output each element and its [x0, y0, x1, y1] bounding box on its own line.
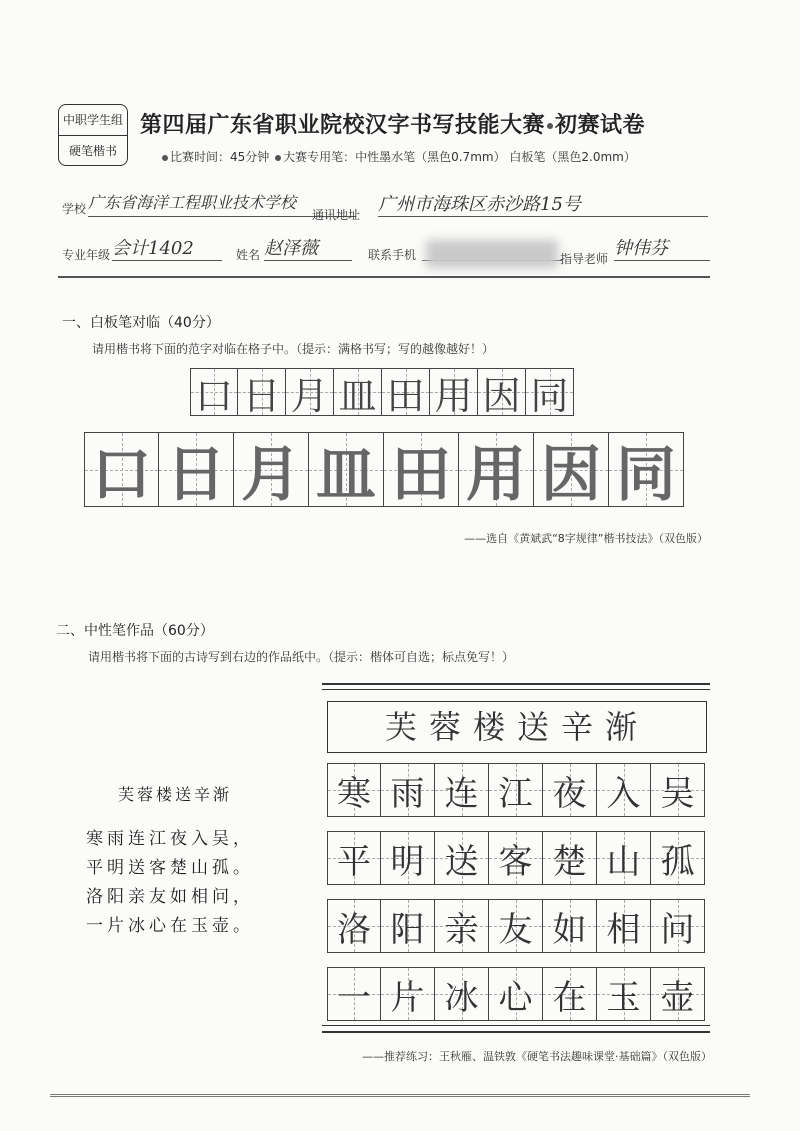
page-subtitle — [160, 148, 636, 165]
paper-cell[interactable]: 江 — [489, 763, 543, 817]
teacher-value: 钟伟芬 — [614, 238, 668, 259]
section2-heading: 二、中性笔作品（60分） — [56, 623, 214, 639]
paper-top-border-inner — [322, 689, 710, 690]
major-label: 专业年级 — [62, 248, 111, 262]
paper-cell[interactable]: 送 — [435, 831, 489, 885]
poem-line: 寒雨连江夜入吴， — [86, 829, 254, 849]
model-cell: 口 — [190, 368, 238, 416]
page-title — [140, 108, 645, 139]
paper-cell[interactable]: 洛 — [327, 899, 381, 953]
section1-heading: 一、白板笔对临（40分） — [62, 315, 220, 331]
paper-cell[interactable]: 寒 — [327, 763, 381, 817]
school-value: 广东省海洋工程职业技术学校 — [88, 193, 297, 212]
paper-cell[interactable]: 平 — [327, 831, 381, 885]
paper-title-box[interactable]: 芙蓉楼送辛渐 — [327, 701, 707, 753]
badge-style: 硬笔楷书 — [68, 144, 117, 158]
practice-cell[interactable]: 用 — [459, 432, 534, 507]
work-paper[interactable] — [322, 683, 710, 1033]
teacher-label: 指导老师 — [560, 252, 609, 266]
paper-cell[interactable]: 在 — [543, 967, 597, 1021]
paper-cell[interactable]: 雨 — [381, 763, 435, 817]
phone-label: 联系手机 — [368, 248, 417, 262]
model-cell: 用 — [430, 368, 478, 416]
poem-line: 平明送客楚山孤。 — [86, 858, 254, 878]
poem-line: 一片冰心在玉壶。 — [86, 916, 254, 936]
paper-row[interactable] — [327, 763, 705, 817]
phone-redaction — [426, 240, 558, 268]
paper-cell[interactable]: 孤 — [651, 831, 705, 885]
school-label: 学校 — [62, 202, 87, 216]
paper-cell[interactable]: 亲 — [435, 899, 489, 953]
practice-cell[interactable]: 月 — [234, 432, 309, 507]
dot-icon — [547, 123, 553, 129]
paper-cell[interactable]: 客 — [489, 831, 543, 885]
group-badge — [58, 104, 128, 166]
title-suffix: 初赛试卷 — [555, 113, 646, 138]
paper-cell[interactable]: 一 — [327, 967, 381, 1021]
paper-bottom-border-inner — [322, 1025, 710, 1026]
paper-cell[interactable]: 心 — [489, 967, 543, 1021]
paper-cell[interactable]: 阳 — [381, 899, 435, 953]
major-value: 会计1402 — [112, 238, 194, 259]
paper-cell[interactable]: 冰 — [435, 967, 489, 1021]
practice-cell[interactable]: 日 — [159, 432, 234, 507]
header-divider — [58, 276, 710, 278]
practice-cell[interactable]: 因 — [534, 432, 609, 507]
paper-cell[interactable]: 夜 — [543, 763, 597, 817]
model-char-grid — [190, 368, 574, 416]
name-field[interactable] — [264, 234, 352, 261]
section2-instruction: 请用楷书将下面的古诗写到右边的作品纸中。（提示：楷体可自选；标点免写！） — [88, 650, 515, 664]
paper-row[interactable] — [327, 967, 705, 1021]
paper-cell[interactable]: 壶 — [651, 967, 705, 1021]
practice-char-grid[interactable] — [84, 432, 684, 510]
paper-top-border — [322, 683, 710, 685]
model-cell: 同 — [526, 368, 574, 416]
address-value: 广州市海珠区赤沙路15号 — [378, 194, 581, 215]
practice-cell[interactable]: 皿 — [309, 432, 384, 507]
paper-cell[interactable]: 友 — [489, 899, 543, 953]
paper-cell[interactable]: 玉 — [597, 967, 651, 1021]
paper-bottom-border — [322, 1031, 710, 1033]
poem-line: 洛阳亲友如相问， — [86, 887, 254, 907]
paper-cell[interactable]: 如 — [543, 899, 597, 953]
major-field[interactable] — [112, 234, 222, 261]
dot-icon — [275, 155, 281, 161]
address-field[interactable] — [378, 190, 708, 217]
model-cell: 月 — [286, 368, 334, 416]
paper-cell[interactable]: 吴 — [651, 763, 705, 817]
practice-cell[interactable]: 口 — [84, 432, 159, 507]
model-cell: 田 — [382, 368, 430, 416]
model-cell: 皿 — [334, 368, 382, 416]
practice-cell[interactable]: 田 — [384, 432, 459, 507]
poem-title: 芙蓉楼送辛渐 — [118, 785, 233, 804]
model-cell: 因 — [478, 368, 526, 416]
paper-cell[interactable]: 明 — [381, 831, 435, 885]
model-cell: 日 — [238, 368, 286, 416]
subtitle-pens: 大赛专用笔：中性墨水笔（黑色0.7mm） 白板笔（黑色2.0mm） — [283, 150, 636, 164]
address-label: 通讯地址 — [312, 208, 361, 222]
paper-cell[interactable]: 问 — [651, 899, 705, 953]
teacher-field[interactable] — [614, 234, 710, 261]
paper-cell[interactable]: 连 — [435, 763, 489, 817]
section2-source: ——推荐练习：王秋雁、温铁敦《硬笔书法趣味课堂·基础篇》（双色版） — [362, 1050, 712, 1063]
subtitle-time: 比赛时间：45分钟 — [170, 150, 270, 164]
dot-icon — [162, 155, 168, 161]
name-value: 赵泽薇 — [264, 238, 318, 259]
practice-cell[interactable]: 同 — [609, 432, 684, 507]
paper-cell[interactable]: 楚 — [543, 831, 597, 885]
section1-instruction: 请用楷书将下面的范字对临在格子中。（提示：满格书写；写的越像越好！） — [92, 342, 495, 356]
section1-source: ——选自《黄斌武“8字规律”楷书技法》（双色版） — [464, 532, 708, 545]
title-main: 第四届广东省职业院校汉字书写技能大赛 — [140, 113, 546, 138]
paper-cell[interactable]: 入 — [597, 763, 651, 817]
paper-cell[interactable]: 相 — [597, 899, 651, 953]
badge-group: 中职学生组 — [59, 105, 127, 136]
paper-row[interactable] — [327, 831, 705, 885]
paper-row[interactable] — [327, 899, 705, 953]
name-label: 姓名 — [236, 248, 261, 262]
footer-divider — [50, 1094, 750, 1097]
paper-cell[interactable]: 山 — [597, 831, 651, 885]
paper-cell[interactable]: 片 — [381, 967, 435, 1021]
